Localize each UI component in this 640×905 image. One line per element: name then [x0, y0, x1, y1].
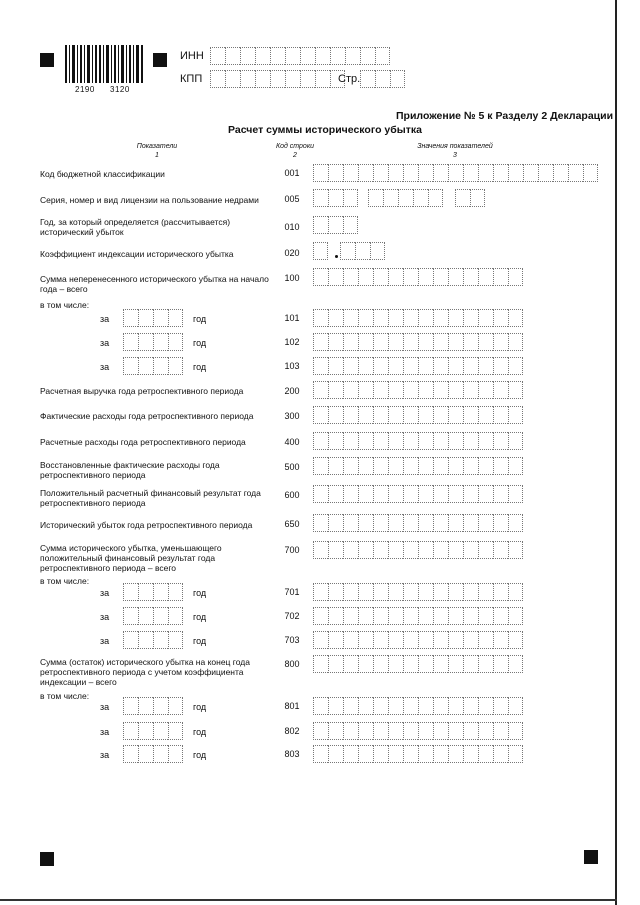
row-code-020: 020	[284, 248, 300, 258]
column-header-indicators: Показатели 1	[136, 143, 178, 159]
in-total-label-800: в том числе:	[40, 691, 90, 701]
value-input-600[interactable]	[313, 485, 523, 503]
row-code-803: 803	[284, 749, 300, 759]
year-input-703[interactable]	[123, 631, 183, 649]
god-label-701: год	[193, 588, 207, 598]
row-code-703: 703	[284, 635, 300, 645]
god-label-803: год	[193, 750, 207, 760]
license-number-input[interactable]	[368, 189, 443, 207]
row-code-010: 010	[284, 222, 300, 232]
row-code-802: 802	[284, 726, 300, 736]
god-label-102: год	[193, 338, 207, 348]
row-code-005: 005	[284, 194, 300, 204]
value-input-702[interactable]	[313, 607, 523, 625]
value-input-800[interactable]	[313, 655, 523, 673]
za-label-803: за	[100, 750, 110, 760]
year-input-802[interactable]	[123, 722, 183, 740]
row-label-800: Сумма (остаток) исторического убытка на конец года ретроспективного периода с учетом коэффициента индексации – всего	[40, 657, 250, 687]
row-label-700: Сумма исторического убытка, уменьшающего положительный финансовый результат года ретроспективного периода – всего	[40, 543, 222, 573]
row-label-400: Расчетные расходы года ретроспективного периода	[40, 437, 246, 447]
value-input-100[interactable]	[313, 268, 523, 286]
value-input-803[interactable]	[313, 745, 523, 763]
row-code-702: 702	[284, 611, 300, 621]
za-label-102: за	[100, 338, 110, 348]
za-label-103: за	[100, 362, 110, 372]
row-label-300: Фактические расходы года ретроспективного периода	[40, 411, 254, 421]
barcode-number-left: 2190	[75, 85, 95, 94]
row-code-400: 400	[284, 437, 300, 447]
row-code-103: 103	[284, 361, 300, 371]
row-code-600: 600	[284, 490, 300, 500]
value-input-700[interactable]	[313, 541, 523, 559]
page-edge-bottom	[0, 899, 617, 901]
kpp-label: КПП	[180, 73, 203, 85]
alignment-marker-bottom-left	[40, 852, 54, 866]
page-number-label: Стр.	[338, 73, 361, 85]
row-code-100: 100	[284, 273, 300, 283]
row-label-500: Восстановленные фактические расходы года ретроспективного периода	[40, 460, 220, 480]
value-input-102[interactable]	[313, 333, 523, 351]
row-label-005: Серия, номер и вид лицензии на пользование недрами	[40, 195, 259, 205]
license-type-input[interactable]	[455, 189, 485, 207]
inn-label: ИНН	[180, 50, 204, 62]
in-total-label-100: в том числе:	[40, 300, 90, 310]
alignment-marker-top-left	[40, 53, 54, 67]
year-input-803[interactable]	[123, 745, 183, 763]
barcode	[65, 45, 145, 83]
alignment-marker-top-right	[153, 53, 167, 67]
za-label-802: за	[100, 727, 110, 737]
value-input-650[interactable]	[313, 514, 523, 532]
appendix-title: Приложение № 5 к Разделу 2 Декларации	[396, 110, 614, 122]
za-label-101: за	[100, 314, 110, 324]
budget-classification-code-input[interactable]	[313, 164, 598, 182]
barcode-number-right: 3120	[110, 85, 130, 94]
alignment-marker-bottom-right	[584, 850, 598, 864]
in-total-label-700: в том числе:	[40, 576, 90, 586]
inn-input[interactable]	[210, 47, 390, 65]
year-input-103[interactable]	[123, 357, 183, 375]
value-input-701[interactable]	[313, 583, 523, 601]
indexation-coefficient-fraction-input[interactable]	[340, 242, 385, 260]
god-label-801: год	[193, 702, 207, 712]
value-input-500[interactable]	[313, 457, 523, 475]
row-label-010: Год, за который определяется (рассчитывается) исторический убыток	[40, 217, 231, 237]
row-label-001: Код бюджетной классификации	[40, 169, 165, 179]
god-label-103: год	[193, 362, 207, 372]
value-input-802[interactable]	[313, 722, 523, 740]
za-label-703: за	[100, 636, 110, 646]
row-label-020: Коэффициент индексации исторического убытка	[40, 249, 234, 259]
indexation-coefficient-integer-input[interactable]	[313, 242, 328, 260]
row-code-300: 300	[284, 411, 300, 421]
value-input-703[interactable]	[313, 631, 523, 649]
za-label-702: за	[100, 612, 110, 622]
value-input-801[interactable]	[313, 697, 523, 715]
row-code-701: 701	[284, 587, 300, 597]
row-code-500: 500	[284, 462, 300, 472]
row-code-101: 101	[284, 313, 300, 323]
row-code-001: 001	[284, 168, 300, 178]
page-edge-right	[615, 0, 617, 905]
god-label-101: год	[193, 314, 207, 324]
year-input-801[interactable]	[123, 697, 183, 715]
year-input-101[interactable]	[123, 309, 183, 327]
column-header-line-code: Код строки 2	[275, 143, 315, 159]
value-input-400[interactable]	[313, 432, 523, 450]
value-input-300[interactable]	[313, 406, 523, 424]
god-label-702: год	[193, 612, 207, 622]
year-input-102[interactable]	[123, 333, 183, 351]
row-code-102: 102	[284, 337, 300, 347]
row-label-200: Расчетная выручка года ретроспективного периода	[40, 386, 244, 396]
za-label-701: за	[100, 588, 110, 598]
za-label-801: за	[100, 702, 110, 712]
form-title: Расчет суммы исторического убытка	[228, 124, 422, 136]
row-code-700: 700	[284, 545, 300, 555]
row-label-650: Исторический убыток года ретроспективного периода	[40, 520, 253, 530]
value-input-200[interactable]	[313, 381, 523, 399]
decimal-point-icon	[335, 255, 338, 258]
license-series-input[interactable]	[313, 189, 358, 207]
god-label-802: год	[193, 727, 207, 737]
row-code-650: 650	[284, 519, 300, 529]
row-label-600: Положительный расчетный финансовый результат года ретроспективного периода	[40, 488, 261, 508]
year-input-701[interactable]	[123, 583, 183, 601]
loss-year-input[interactable]	[313, 216, 358, 234]
value-input-101[interactable]	[313, 309, 523, 327]
row-code-800: 800	[284, 659, 300, 669]
kpp-input[interactable]	[210, 70, 345, 88]
page-number-input[interactable]	[360, 70, 405, 88]
row-label-100: Сумма неперенесенного исторического убытка на начало года – всего	[40, 274, 269, 294]
year-input-702[interactable]	[123, 607, 183, 625]
row-code-200: 200	[284, 386, 300, 396]
god-label-703: год	[193, 636, 207, 646]
column-header-values: Значения показателей 3	[417, 143, 493, 159]
row-code-801: 801	[284, 701, 300, 711]
value-input-103[interactable]	[313, 357, 523, 375]
